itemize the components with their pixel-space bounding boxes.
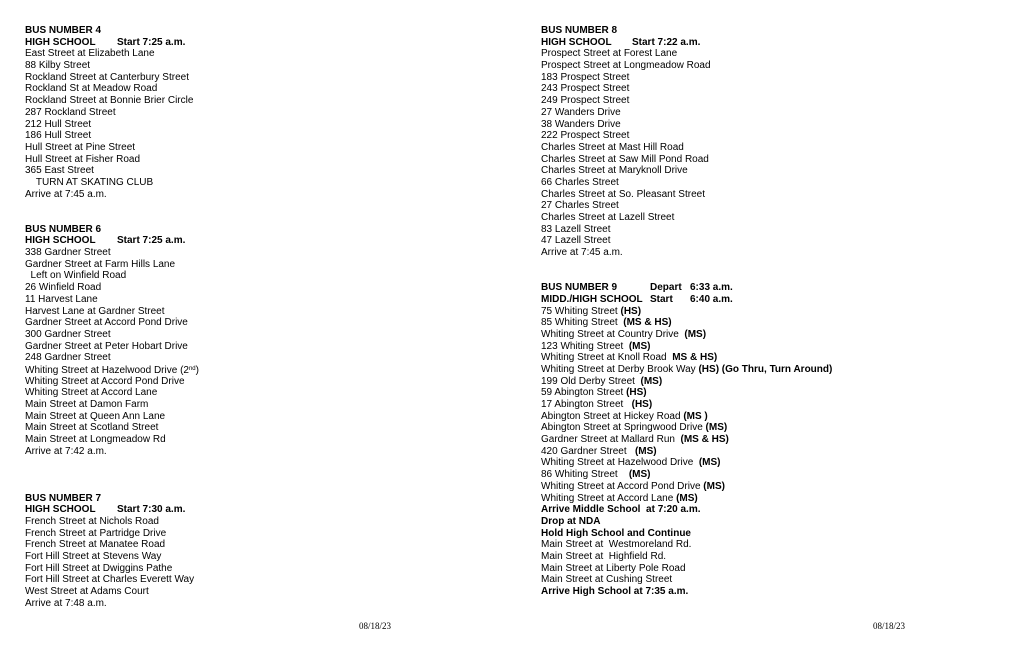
bus-arrival-line bbox=[541, 586, 1024, 598]
bus-stop-line bbox=[541, 329, 1024, 341]
text-segment: Whiting Street at Country Drive bbox=[541, 328, 685, 340]
text-segment: Arrive High School at 7:35 a.m. bbox=[541, 586, 689, 598]
bus-stop-line bbox=[25, 422, 515, 434]
text-segment: Arrive at 7:45 a.m. bbox=[541, 247, 623, 259]
text-segment: Left on Winfield Road bbox=[25, 270, 127, 282]
bus-stop-line bbox=[541, 130, 1024, 142]
bus-stop-line bbox=[541, 83, 1024, 95]
text-segment: Gardner Street at Mallard Run bbox=[541, 434, 681, 446]
text-segment: 6:40 a.m. bbox=[690, 293, 733, 305]
text-segment: 186 Hull Street bbox=[25, 130, 92, 142]
bus-stop-line bbox=[25, 341, 515, 353]
bus-stop-line bbox=[541, 457, 1024, 469]
bus-arrival-line bbox=[541, 247, 1024, 259]
text-segment: Main Street at Highfield Rd. bbox=[541, 550, 667, 562]
bus-stop-line bbox=[541, 119, 1024, 131]
bus-stop-line bbox=[541, 200, 1024, 212]
bus-stop-line bbox=[541, 154, 1024, 166]
text-segment: 222 Prospect Street bbox=[541, 130, 630, 142]
bus-arrival-line bbox=[541, 504, 1024, 516]
bus-stop-line bbox=[541, 539, 1024, 551]
text-segment: 300 Gardner Street bbox=[25, 328, 111, 340]
text-segment: Main Street at Scotland Street bbox=[25, 422, 159, 434]
bus-subtitle-line bbox=[541, 294, 1024, 306]
text-segment: Hull Street at Pine Street bbox=[25, 141, 136, 153]
bus-stop-line bbox=[25, 387, 515, 399]
text-segment: West Street at Adams Court bbox=[25, 586, 149, 598]
text-segment: 249 Prospect Street bbox=[541, 95, 630, 107]
text-segment: Charles Street at So. Pleasant Street bbox=[541, 188, 705, 200]
text-segment: Start bbox=[650, 293, 673, 305]
bus-stop-line bbox=[541, 341, 1024, 353]
bus-stop-line bbox=[25, 95, 515, 107]
text-segment: (MS) bbox=[705, 422, 728, 434]
bus-stop-line bbox=[25, 60, 515, 72]
text-segment: MS & HS) bbox=[672, 352, 718, 364]
text-segment: (HS) bbox=[626, 387, 647, 399]
bus-subtitle-line bbox=[25, 504, 515, 516]
text-segment: French Street at Manatee Road bbox=[25, 539, 166, 551]
bus-stop-line bbox=[25, 411, 515, 423]
bus-stop-line bbox=[541, 189, 1024, 201]
bus-stop-line bbox=[25, 352, 515, 364]
text-segment: 27 Charles Street bbox=[541, 200, 619, 212]
text-segment: 183 Prospect Street bbox=[541, 71, 630, 83]
bus-stop-line bbox=[25, 154, 515, 166]
bus-stop-line bbox=[25, 165, 515, 177]
text-segment: Fort Hill Street at Stevens Way bbox=[25, 550, 162, 562]
text-segment: Rockland Street at Canterbury Street bbox=[25, 71, 189, 83]
bus-stop-line bbox=[541, 352, 1024, 364]
bus-stop-line bbox=[25, 551, 515, 563]
footer-date-right: 08/18/23 bbox=[873, 621, 906, 631]
text-segment: Gardner Street at Peter Hobart Drive bbox=[25, 340, 188, 352]
bus-stop-line bbox=[541, 142, 1024, 154]
text-segment: Start 7:30 a.m. bbox=[117, 504, 186, 516]
text-segment: Main Street at Westmoreland Rd. bbox=[541, 539, 692, 551]
bus-stop-line bbox=[541, 177, 1024, 189]
bus-title-line bbox=[25, 224, 515, 236]
text-segment: (MS) bbox=[698, 457, 721, 469]
text-segment: Arrive Middle School at 7:20 a.m. bbox=[541, 504, 701, 516]
text-segment: BUS NUMBER 4 bbox=[25, 25, 102, 36]
text-segment: nd bbox=[188, 365, 196, 372]
text-segment: Charles Street at Maryknoll Drive bbox=[541, 165, 688, 177]
text-segment: 11 Harvest Lane bbox=[25, 293, 98, 305]
bus-stop-line bbox=[541, 481, 1024, 493]
text-segment: 85 Whiting Street bbox=[541, 317, 624, 329]
bus-stop-line bbox=[541, 107, 1024, 119]
text-segment: 365 East Street bbox=[25, 165, 94, 177]
bus-stop-line bbox=[541, 317, 1024, 329]
bus-stop-line bbox=[541, 493, 1024, 505]
bus-note-line bbox=[541, 528, 1024, 540]
text-segment: 338 Gardner Street bbox=[25, 247, 111, 259]
bus-stop-line bbox=[541, 434, 1024, 446]
text-segment: Fort Hill Street at Dwiggins Pathe bbox=[25, 562, 173, 574]
text-segment: 59 Abington Street bbox=[541, 387, 627, 399]
bus-stop-line bbox=[25, 48, 515, 60]
bus-title-line bbox=[25, 25, 515, 37]
bus-stop-line bbox=[541, 469, 1024, 481]
text-segment: (HS) bbox=[631, 399, 653, 411]
bus-stop-line bbox=[541, 574, 1024, 586]
text-segment: Hull Street at Fisher Road bbox=[25, 153, 141, 165]
bus-stop-line bbox=[541, 411, 1024, 423]
bus-stop-line bbox=[541, 306, 1024, 318]
text-segment: 47 Lazell Street bbox=[541, 235, 611, 247]
bus-stop-line bbox=[541, 60, 1024, 72]
bus-stop-line bbox=[541, 72, 1024, 84]
text-segment: Gardner Street at Farm Hills Lane bbox=[25, 258, 176, 270]
text-segment: 88 Kilby Street bbox=[25, 60, 91, 72]
text-segment: 6:33 a.m. bbox=[690, 282, 733, 294]
bus-title-line bbox=[541, 25, 1024, 37]
text-segment: Whiting Street at Hazelwood Drive bbox=[541, 457, 699, 469]
text-segment: (MS) bbox=[703, 480, 725, 492]
bus-subtitle-line bbox=[25, 37, 515, 49]
bus-stop-line bbox=[25, 306, 515, 318]
bus-stop-line bbox=[25, 119, 515, 131]
text-segment: HIGH SCHOOL bbox=[25, 504, 96, 516]
text-segment: Main Street at Cushing Street bbox=[541, 574, 673, 586]
bus-section-bus-9 bbox=[541, 282, 1024, 598]
text-segment: Start 7:22 a.m. bbox=[632, 36, 701, 48]
bus-stop-line bbox=[541, 48, 1024, 60]
text-segment: 248 Gardner Street bbox=[25, 352, 111, 364]
footer-date-left: 08/18/23 bbox=[359, 621, 392, 631]
text-segment: (MS) bbox=[684, 328, 707, 340]
text-segment: French Street at Partridge Drive bbox=[25, 527, 167, 539]
bus-stop-line bbox=[25, 142, 515, 154]
text-segment: BUS NUMBER 8 bbox=[541, 25, 618, 36]
text-segment: HIGH SCHOOL bbox=[25, 235, 96, 247]
text-segment: BUS NUMBER 7 bbox=[25, 492, 102, 504]
bus-stop-line bbox=[25, 329, 515, 341]
text-segment: Gardner Street at Accord Pond Drive bbox=[25, 317, 188, 329]
text-segment: Main Street at Queen Ann Lane bbox=[25, 410, 166, 422]
text-segment: Prospect Street at Longmeadow Road bbox=[541, 60, 711, 72]
text-segment: 26 Winfield Road bbox=[25, 282, 102, 294]
text-segment: (MS) bbox=[676, 492, 698, 504]
text-segment: Whiting Street at Knoll Road bbox=[541, 352, 673, 364]
text-segment: ) bbox=[195, 364, 199, 376]
text-segment: Charles Street at Saw Mill Pond Road bbox=[541, 153, 709, 165]
text-segment: MIDD./HIGH SCHOOL bbox=[541, 293, 643, 305]
bus-stop-line bbox=[541, 387, 1024, 399]
bus-stop-line bbox=[541, 224, 1024, 236]
bus-arrival-line bbox=[25, 446, 515, 458]
text-segment: 243 Prospect Street bbox=[541, 83, 630, 95]
bus-stop-line bbox=[25, 364, 515, 376]
text-segment: Whiting Street at Accord Lane bbox=[25, 387, 158, 399]
text-segment: (MS) bbox=[640, 375, 663, 387]
bus-stop-line bbox=[541, 446, 1024, 458]
bus-stop-line bbox=[25, 376, 515, 388]
text-segment: Charles Street at Mast Hill Road bbox=[541, 141, 684, 153]
bus-stop-line bbox=[25, 586, 515, 598]
text-segment: Start 7:25 a.m. bbox=[117, 36, 186, 48]
text-segment: HIGH SCHOOL bbox=[541, 36, 612, 48]
bus-stop-line bbox=[25, 317, 515, 329]
bus-stop-line bbox=[541, 563, 1024, 575]
text-segment: Arrive at 7:45 a.m. bbox=[25, 188, 107, 200]
bus-title-line bbox=[25, 493, 515, 505]
text-segment: (MS & HS) bbox=[623, 317, 672, 329]
text-segment: Whiting Street at Derby Brook Way bbox=[541, 363, 699, 375]
text-segment: 420 Gardner Street bbox=[541, 445, 635, 457]
text-segment: 86 Whiting Street bbox=[541, 469, 629, 481]
text-segment: (MS) bbox=[628, 340, 651, 352]
text-segment: Drop at NDA bbox=[541, 515, 601, 527]
text-segment: 38 Wanders Drive bbox=[541, 118, 621, 130]
bus-stop-line bbox=[25, 539, 515, 551]
bus-stop-line bbox=[25, 259, 515, 271]
text-segment: (HS) bbox=[620, 305, 642, 317]
bus-stop-line bbox=[541, 212, 1024, 224]
text-segment: Whiting Street at Accord Pond Drive bbox=[25, 375, 185, 387]
text-segment: BUS NUMBER 6 bbox=[25, 223, 102, 235]
text-segment: HIGH SCHOOL bbox=[25, 36, 96, 48]
bus-stop-line bbox=[541, 551, 1024, 563]
text-segment: Prospect Street at Forest Lane bbox=[541, 48, 678, 60]
bus-stop-line bbox=[25, 434, 515, 446]
bus-stop-line bbox=[25, 516, 515, 528]
bus-note-line bbox=[25, 177, 515, 189]
text-segment: Charles Street at Lazell Street bbox=[541, 212, 675, 223]
bus-stop-line bbox=[541, 399, 1024, 411]
bus-stop-line bbox=[541, 376, 1024, 388]
text-segment: 66 Charles Street bbox=[541, 176, 619, 188]
text-segment: Main Street at Damon Farm bbox=[25, 399, 149, 411]
bus-stop-line bbox=[541, 235, 1024, 247]
bus-stop-line bbox=[25, 247, 515, 259]
text-segment: (MS & HS) bbox=[680, 434, 729, 446]
bus-section-bus-4 bbox=[25, 25, 515, 200]
text-segment: Arrive at 7:48 a.m. bbox=[25, 597, 107, 609]
text-segment: 199 Old Derby Street bbox=[541, 375, 641, 387]
bus-note-line bbox=[25, 270, 515, 282]
bus-subtitle-line bbox=[25, 235, 515, 247]
bus-note-line bbox=[541, 516, 1024, 528]
bus-stop-line bbox=[541, 364, 1024, 376]
text-segment: Main Street at Liberty Pole Road bbox=[541, 562, 686, 574]
text-segment: (HS) (Go Thru, Turn Around) bbox=[698, 363, 833, 375]
page-left-column bbox=[25, 25, 515, 609]
bus-stop-line bbox=[541, 165, 1024, 177]
bus-stop-line bbox=[25, 574, 515, 586]
bus-section-bus-6 bbox=[25, 224, 515, 458]
text-segment: Harvest Lane at Gardner Street bbox=[25, 305, 165, 317]
bus-stop-line bbox=[25, 72, 515, 84]
bus-stop-line bbox=[25, 107, 515, 119]
bus-arrival-line bbox=[25, 189, 515, 201]
bus-arrival-line bbox=[25, 598, 515, 610]
text-segment: Start 7:25 a.m. bbox=[117, 235, 186, 247]
text-segment: Whiting Street at Accord Pond Drive bbox=[541, 480, 704, 492]
bus-subtitle-line bbox=[541, 37, 1024, 49]
text-segment: TURN AT SKATING CLUB bbox=[25, 176, 154, 188]
bus-section-bus-8 bbox=[541, 25, 1024, 259]
text-segment: BUS NUMBER 9 bbox=[541, 282, 618, 294]
text-segment: 17 Abington Street bbox=[541, 399, 632, 411]
text-segment: French Street at Nichols Road bbox=[25, 515, 159, 527]
text-segment: East Street at Elizabeth Lane bbox=[25, 48, 155, 60]
text-segment: Rockland St at Meadow Road bbox=[25, 83, 158, 95]
bus-stop-line bbox=[541, 422, 1024, 434]
text-segment: Depart bbox=[650, 282, 682, 294]
text-segment: 75 Whiting Street bbox=[541, 305, 621, 317]
text-segment: Fort Hill Street at Charles Everett Way bbox=[25, 574, 195, 586]
text-segment: (MS ) bbox=[683, 410, 708, 422]
text-segment: Whiting Street at Hazelwood Drive (2 bbox=[25, 364, 189, 376]
text-segment: (MS) bbox=[634, 445, 657, 457]
page-right-column bbox=[541, 25, 1024, 598]
bus-stop-line bbox=[25, 83, 515, 95]
text-segment: 27 Wanders Drive bbox=[541, 106, 621, 118]
text-segment: 212 Hull Street bbox=[25, 118, 92, 130]
text-segment: Rockland Street at Bonnie Brier Circle bbox=[25, 95, 194, 107]
text-segment: Main Street at Longmeadow Rd bbox=[25, 434, 166, 446]
bus-stop-line bbox=[25, 294, 515, 306]
text-segment: 83 Lazell Street bbox=[541, 223, 611, 235]
text-segment: (MS) bbox=[628, 469, 651, 481]
text-segment: Abington Street at Hickey Road bbox=[541, 410, 684, 422]
bus-stop-line bbox=[25, 399, 515, 411]
text-segment: 123 Whiting Street bbox=[541, 340, 629, 352]
bus-title-line bbox=[541, 282, 1024, 294]
text-segment: Arrive at 7:42 a.m. bbox=[25, 445, 107, 457]
text-segment: Hold High School and Continue bbox=[541, 527, 691, 539]
bus-stop-line bbox=[25, 563, 515, 575]
text-segment: Whiting Street at Accord Lane bbox=[541, 492, 677, 504]
bus-stop-line bbox=[541, 95, 1024, 107]
bus-section-bus-7 bbox=[25, 493, 515, 610]
bus-stop-line bbox=[25, 130, 515, 142]
text-segment: 287 Rockland Street bbox=[25, 106, 116, 118]
text-segment: Abington Street at Springwood Drive bbox=[541, 422, 706, 434]
bus-stop-line bbox=[25, 528, 515, 540]
bus-stop-line bbox=[25, 282, 515, 294]
